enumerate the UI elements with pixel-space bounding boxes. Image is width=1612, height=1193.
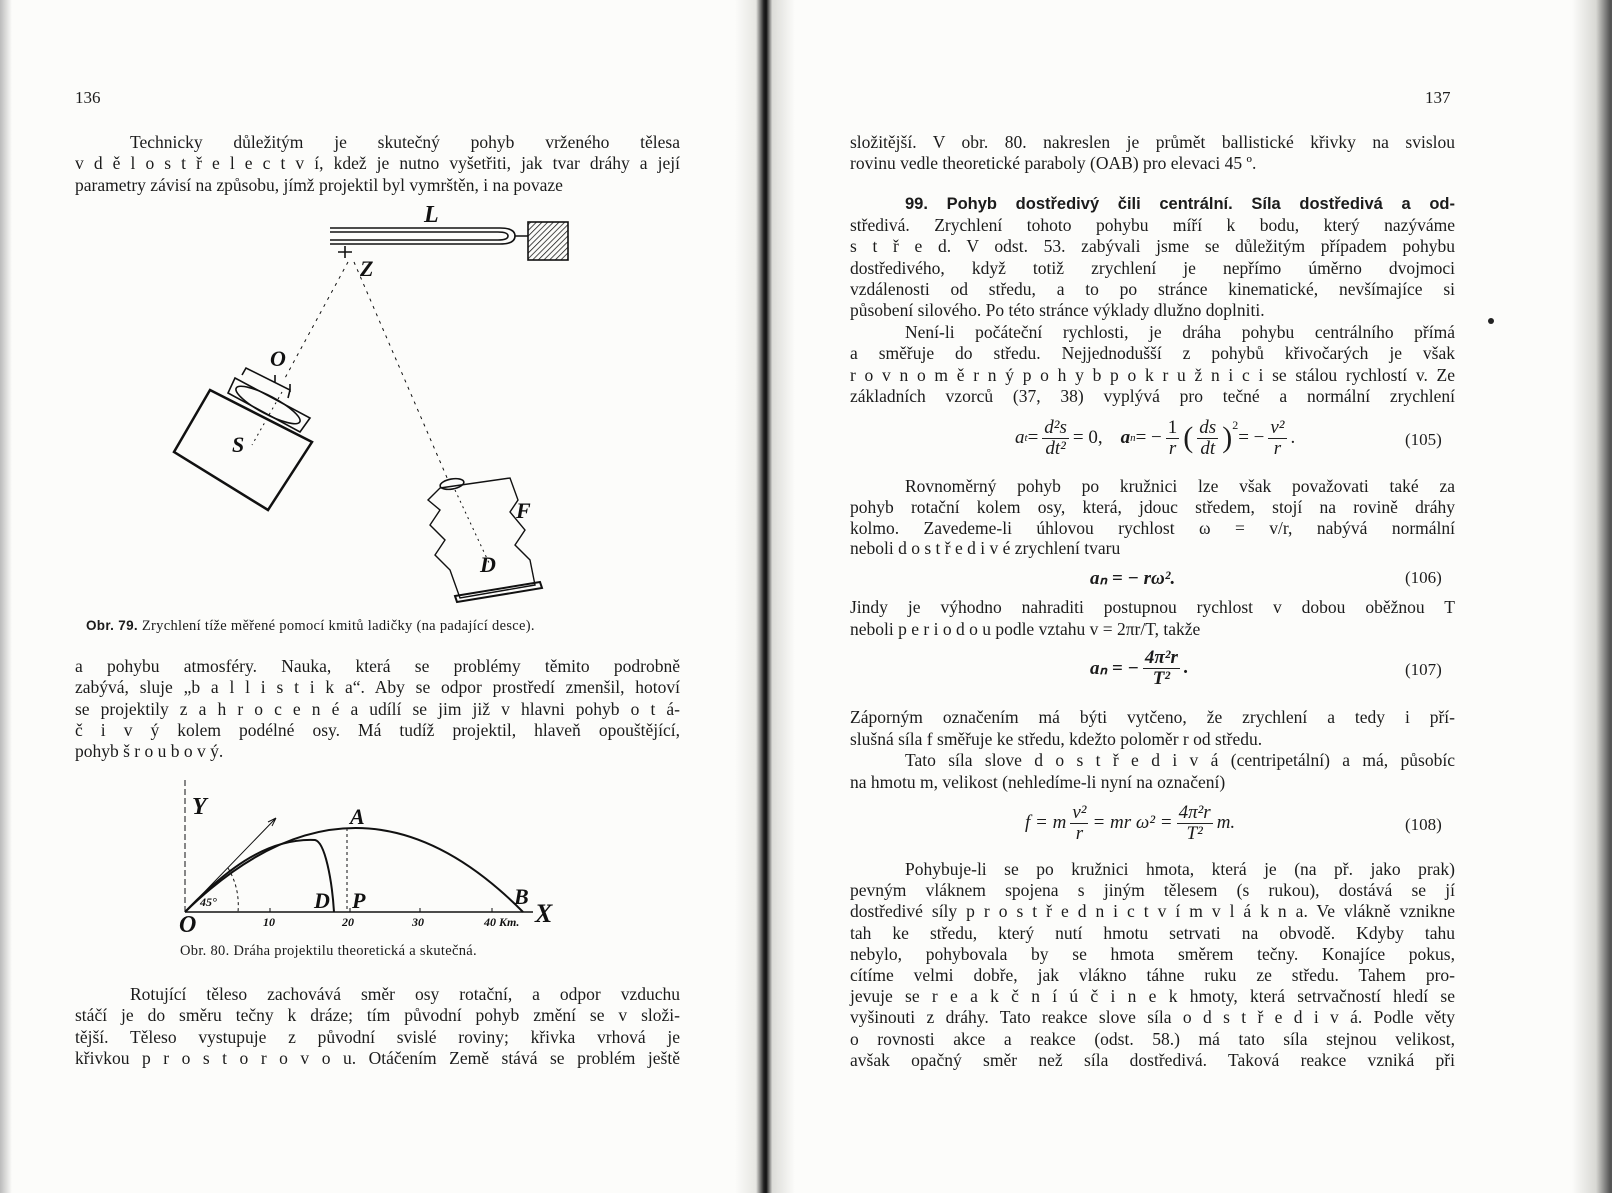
text-line: Rovnoměrný pohyb po kružnici lze však považovati také za [905, 476, 1455, 496]
figure-79-tuning-fork-apparatus [174, 202, 568, 602]
text-line: pohyb rotační kolem osy, která, jdouc středem, stojí na rovině dráhy [850, 496, 1455, 517]
text-line: pohyb š r o u b o v ý. [75, 741, 224, 762]
label-B: B [514, 884, 529, 909]
text-line: Pohybuje-li se po kružnici hmota, která je (na př. jako prak) [905, 859, 1455, 879]
tick-10: 10 [263, 915, 275, 929]
text-line: středivá. Zrychlení tohoto pohybu míří k bodu, který nazýváme [850, 215, 1455, 236]
caption-text: Zrychlení tíže měřené pomocí kmitů ladičky (na padající desce). [141, 618, 535, 634]
falling-plate [428, 478, 535, 598]
eq-sign: = [1027, 427, 1039, 449]
text-line: dostředivého, když totiž zrychlení je nepřímo úměrno dvojmoci [850, 257, 1455, 278]
label-A: A [350, 804, 365, 829]
text-line: rovinu vedle theoretické paraboly (OAB) pro elevaci 45 º. [850, 152, 1257, 173]
text-line: tější. Těleso vystupuje z původní svislé roviny; křivka vrhová je [75, 1026, 680, 1047]
text-line: kolmo. Zavedeme-li úhlovou rychlost ω = v/r, nabývá normální [850, 517, 1455, 538]
denominator: dt [1200, 437, 1216, 459]
text-line: dostředivé síly p r o s t ř e d n i c t v í m v l á k n a. Ve vlákně vznikne [850, 901, 1455, 922]
text-line: 99. Pohyb dostředivý čili centrální. Síla dostředivá a od- [905, 195, 1455, 213]
denominator: r [1273, 437, 1282, 459]
text-line: cítíme velmi dobře, jak vlákno táhne ruku ze středu. Tahem pro- [850, 965, 1455, 985]
fraction [1268, 418, 1286, 459]
fraction [1177, 803, 1213, 844]
equation-108 [1025, 803, 1235, 844]
eq-term: . [1290, 427, 1296, 449]
fork-clamp [528, 222, 568, 260]
text-line: neboli d o s t ř e d i v é zrychlení tvaru [850, 538, 1121, 559]
text-line: a směřuje do středu. Nejjednodušší z pohybů křivočarých je však [850, 343, 1455, 364]
label-Y: Y [192, 794, 207, 820]
eq-term: = 0, [1072, 427, 1103, 449]
label-O: O [179, 912, 197, 938]
eq-sign: = − [1135, 427, 1162, 449]
eq-sub: t [1024, 432, 1028, 445]
label-F: F [516, 498, 531, 523]
numerator: v² [1072, 802, 1087, 823]
equation-number-105: (105) [1405, 430, 1442, 449]
text-line: základních vzorců (37, 38) vyplývá pro tečné a normální zrychlení [850, 385, 1455, 406]
paren: ( [1183, 421, 1194, 455]
numerator: v² [1270, 417, 1285, 438]
text-line: s t ř e d. V odst. 53. zabývali jsme se důležitým případem pohybu [850, 236, 1455, 257]
text-line: Záporným označením má býti vytčeno, že zrychlení a tedy i pří- [850, 707, 1455, 727]
launch-arrow [185, 818, 276, 912]
denominator: dt² [1045, 437, 1066, 459]
label-S: S [232, 432, 245, 457]
denominator: r [1168, 437, 1177, 459]
equation-number-107: (107) [1405, 660, 1442, 679]
equation-106: aₙ = − rω². [1090, 568, 1176, 589]
text-line: tah ke středu, který nutí hmotu setrvati na obvodě. Kdyby tahu [850, 922, 1455, 943]
text-line: Není-li počáteční rychlosti, je dráha pohybu centrálního přímá [905, 322, 1455, 342]
text-line: působení silového. Po této stránce výklady dlužno doplniti. [850, 300, 1265, 320]
eq-sub: n [1130, 432, 1136, 445]
text-line: na hmotu m, velikost (nehledíme-li nyní na označení) [850, 771, 1226, 792]
stylus [338, 246, 352, 258]
exponent: 2 [1232, 418, 1239, 432]
equation-number-106: (106) [1405, 568, 1442, 587]
scan-speck [1488, 318, 1494, 324]
text-line: Jindy je výhodno nahraditi postupnou rychlost v dobou oběžnou T [850, 597, 1455, 617]
fraction [1042, 418, 1069, 459]
text-line: se projektily z a h r o c e n é a udílí se jim již v hlavni pohyb o t á- [75, 698, 680, 719]
eq-term: aₙ = − [1090, 657, 1139, 679]
text-line: složitější. V obr. 80. nakreslen je průmět ballistické křivky na svislou [850, 132, 1455, 152]
tuning-fork [330, 228, 528, 244]
text-line: slušná síla f směřuje ke středu, kdežto poloměr r od středu. [850, 728, 1263, 749]
caption-number: Obr. 79. [86, 618, 138, 633]
numerator: 4π²r [1144, 647, 1178, 668]
text-line: zabývá, sluje „b a l l i s t i k a“. Aby se odpor prostředí zmenšil, hotoví [75, 677, 680, 698]
text-line: avšak opačný směr než síla dostředivá. Taková reakce vzniká při [850, 1049, 1455, 1070]
text-line: pevným vláknem spojena s jiným tělesem (s rukou), dostává se jí [850, 880, 1455, 901]
text-line: r o v n o m ě r n ý p o h y b p o k r u ž n i c i se stálou rychlostí v. Ze [850, 364, 1455, 385]
label-P: P [352, 888, 366, 913]
numerator: 4π²r [1178, 802, 1211, 823]
tick-30: 30 [412, 915, 424, 929]
fraction [1143, 648, 1180, 689]
text-line: Tato síla slove d o s t ř e d i v á (centripetální) a má, působíc [905, 750, 1455, 770]
equation-number-108: (108) [1405, 815, 1442, 834]
tick-40: 40 Km. [484, 915, 520, 929]
page-number-left: 136 [75, 88, 101, 107]
denominator: T² [1152, 667, 1171, 689]
eq-sign: = − [1238, 427, 1265, 449]
light-ray-right [354, 262, 448, 480]
eq-term: = mr ω² = [1092, 812, 1173, 834]
text-line: a pohybu atmosféry. Nauka, která se problémy těmito podrobně [75, 656, 680, 676]
equation-105 [1015, 418, 1295, 459]
text-line: vzdálenosti od středu, a to po stránce kinematické, nevšímajíce si [850, 278, 1455, 299]
eq-term: . [1183, 657, 1189, 679]
text-line: vyšinouti z dráhy. Tato reakce slove síla o d s t ř e d i v á. Podle věty [850, 1007, 1455, 1028]
eq-term: f = m [1025, 812, 1067, 834]
paren: ) [1222, 421, 1233, 455]
text-line: stáčí je do směru tečny k dráze; tím původní pohyb změní se v složi- [75, 1005, 680, 1026]
fraction [1166, 418, 1180, 459]
label-Z: Z [360, 256, 374, 281]
text-line: nebylo, pohybovala by se hmota směrem tečny. Konajíce pokus, [850, 943, 1455, 964]
fraction [1070, 803, 1088, 844]
page-number-right: 137 [1425, 88, 1451, 107]
figure-79-caption [86, 618, 535, 635]
eq-term: a [1120, 427, 1131, 449]
label-X: X [535, 899, 553, 928]
denominator: T² [1186, 822, 1203, 844]
numerator: d²s [1044, 417, 1067, 438]
denominator: r [1075, 822, 1084, 844]
label-D: D [314, 888, 330, 913]
figure-80-caption: Obr. 80. Dráha projektilu theoretická a skutečná. [180, 943, 477, 959]
text-line: v d ě l o s t ř e l e c t v í, kdež je nutno vyšetřiti, jak tvar dráhy a její [75, 153, 680, 174]
text-line: parametry závisí na způsobu, jímž projektil byl vymrštěn, i na povaze [75, 174, 563, 195]
text-line: č i v ý kolem podélné osy. Má tudíž projektil, hlaveň opouštějící, [75, 719, 680, 740]
numerator: 1 [1167, 417, 1178, 438]
label-O: O [270, 346, 286, 371]
fraction [1197, 418, 1218, 459]
text-line: neboli p e r i o d o u podle vztahu v = 2πr/T, takže [850, 618, 1201, 639]
tick-20: 20 [342, 915, 354, 929]
text-line: o rovnosti akce a reakce (odst. 58.) má tato síla stejnou velikost, [850, 1028, 1455, 1049]
eq-term: a [1015, 427, 1025, 449]
figure-80-trajectory [179, 780, 553, 938]
angle-label: 45° [200, 895, 217, 909]
numerator: ds [1199, 417, 1217, 438]
eq-term: m. [1216, 812, 1236, 834]
text-line: křivkou p r o s t o r o v o u. Otáčením Země stává se problém ještě [75, 1047, 680, 1068]
label-D: D [480, 552, 496, 577]
label-L: L [424, 202, 439, 228]
equation-107 [1090, 648, 1189, 689]
light-ray-left [285, 262, 348, 378]
text-line: Technicky důležitým je skutečný pohyb vrženého tělesa [130, 132, 680, 152]
text-line: jevuje se r e a k č n í ú č i n e k hmoty, která setrvačností hledí se [850, 986, 1455, 1007]
text-line: Rotující těleso zachovává směr osy rotační, a odpor vzduchu [130, 984, 680, 1004]
